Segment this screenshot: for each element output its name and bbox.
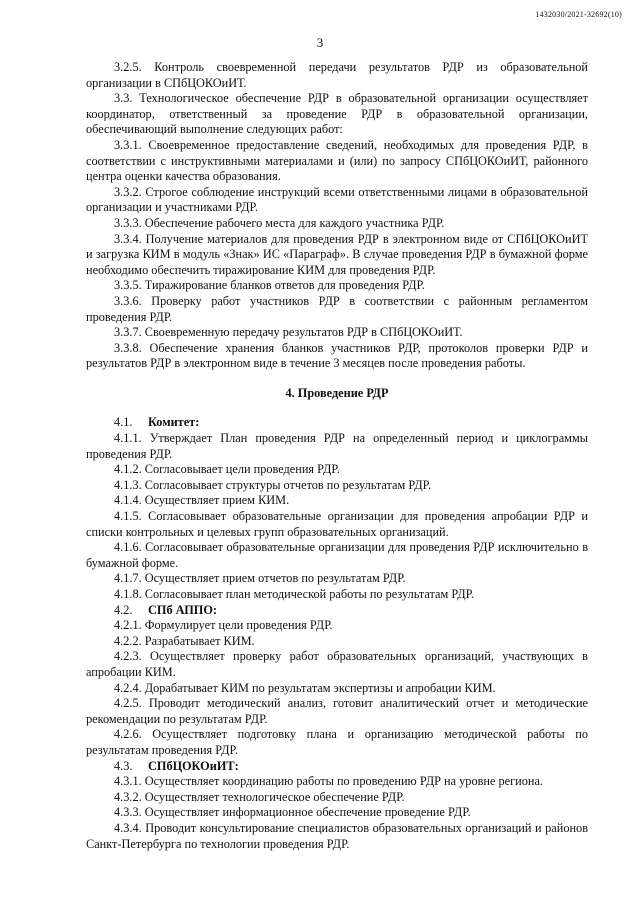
paragraph-4-1-8: 4.1.8. Согласовывает план методической работы по результатам РДР.: [114, 587, 475, 601]
subsection-number: 4.1.: [114, 415, 133, 430]
paragraph-4-3-3: 4.3.3. Осуществляет информационное обеспечение проведение РДР.: [114, 805, 471, 820]
paragraph-4-1-6: 4.1.6. Согласовывает образовательные организации для проведения РДР исключительно в бумажной форме.: [86, 540, 588, 570]
paragraph-3-2-5: 3.2.5. Контроль своевременной передачи результатов РДР из образовательной организации в СПбЦОКОиИТ.: [86, 60, 588, 90]
paragraph-3-3-7: 3.3.7. Своевременную передачу результатов РДР в СПбЦОКОиИТ.: [114, 325, 463, 340]
paragraph-4-3-2: 4.3.2. Осуществляет технологическое обеспечение РДР.: [114, 789, 405, 804]
subsection-title: СПб АППО:: [148, 602, 218, 617]
paragraph-4-2-1: 4.2.1. Формулирует цели проведения РДР.: [114, 618, 333, 633]
subsection-title: СПбЦОКОиИТ:: [148, 758, 239, 773]
subsection-number: 4.3.: [114, 758, 133, 773]
paragraph-4-1-2: 4.1.2. Согласовывает цели проведения РДР.: [114, 462, 340, 477]
subsection-coko: [86, 759, 588, 775]
paragraph-4-2-6: 4.2.6. Осуществляет подготовку плана и организацию методической работы по результатам проведения РДР.: [86, 727, 588, 757]
page-number: 3: [316, 35, 324, 50]
paragraph-4-1-5: 4.1.5. Согласовывает образовательные организации для проведения апробации РДР и списки контрольных и целевых групп образовательных организаций.: [86, 509, 588, 539]
paragraph-3-3-5: 3.3.5. Тиражирование бланков ответов для проведения РДР.: [114, 278, 425, 293]
paragraph-3-3-6: 3.3.6. Проверку работ участников РДР в соответствии с районным регламентом проведения РДР.: [86, 293, 588, 324]
paragraph-4-1-4: 4.1.4. Осуществляет прием КИМ.: [114, 493, 290, 508]
paragraph-3-3-1: 3.3.1. Своевременное предоставление сведений, необходимых для проведения РДР, в соответствии с инструктивными материалами и (или) по запросу СПбЦОКОиИТ, районного центра оценки качества образования.: [86, 137, 588, 184]
paragraph-4-1-7: 4.1.7. Осуществляет прием отчетов по результатам РДР.: [114, 571, 406, 586]
subsection-committee: [86, 415, 588, 431]
paragraph-4-2-2: 4.2.2. Разрабатывает КИМ.: [114, 633, 255, 648]
paragraph-3-3: 3.3. Технологическое обеспечение РДР в образовательной организации осуществляет координатор, ответственный за проведение РДР в образовательной организации, обеспечивающий выполнение следующих работ:: [86, 91, 588, 137]
paragraph-4-2-5: 4.2.5. Проводит методический анализ, готовит аналитический отчет и методические рекомендации по результатам РДР.: [86, 696, 588, 726]
paragraph-4-2-3: 4.2.3. Осуществляет проверку работ образовательных организаций, участвующих в апробации КИМ.: [86, 649, 588, 679]
document-body: [86, 60, 588, 852]
paragraph-3-3-4: 3.3.4. Получение материалов для проведения РДР в электронном виде от СПбЦОКОиИТ и загрузка КИМ в модуль «Знак» ИС «Параграф». В случае проведения РДР в бумажной форме необходимо обеспечить тиражирование КИМ для проведения РДР.: [86, 231, 588, 277]
paragraph-4-1-3: 4.1.3. Согласовывает структуры отчетов по результатам РДР.: [114, 477, 432, 492]
subsection-title: Комитет:: [148, 415, 200, 430]
subsection-appo: [86, 603, 588, 619]
paragraph-3-3-3: 3.3.3. Обеспечение рабочего места для каждого участника РДР.: [114, 215, 445, 230]
paragraph-4-3-4: 4.3.4. Проводит консультирование специалистов образовательных организаций и районов Санкт-Петербурга по технологии проведения РДР.: [86, 820, 588, 851]
document-id: 1432030/2021-32692(10): [535, 10, 622, 19]
paragraph-4-3-1: 4.3.1. Осуществляет координацию работы по проведению РДР на уровне региона.: [114, 774, 543, 789]
paragraph-3-3-2: 3.3.2. Строгое соблюдение инструкций всеми ответственными лицами в образовательной организации и участниками РДР.: [86, 184, 588, 215]
paragraph-4-2-4: 4.2.4. Дорабатывает КИМ по результатам экспертизы и апробации КИМ.: [114, 680, 496, 695]
paragraph-3-3-8: 3.3.8. Обеспечение хранения бланков участников РДР, протоколов проверки РДР и результатов РДР в электронном виде в течение 3 месяцев после проведения работы.: [86, 340, 588, 371]
subsection-number: 4.2.: [114, 602, 133, 617]
section-heading: 4. Проведение РДР: [285, 385, 389, 400]
paragraph-4-1-1: 4.1.1. Утверждает План проведения РДР на определенный период и циклограммы проведения РДР.: [86, 431, 588, 461]
